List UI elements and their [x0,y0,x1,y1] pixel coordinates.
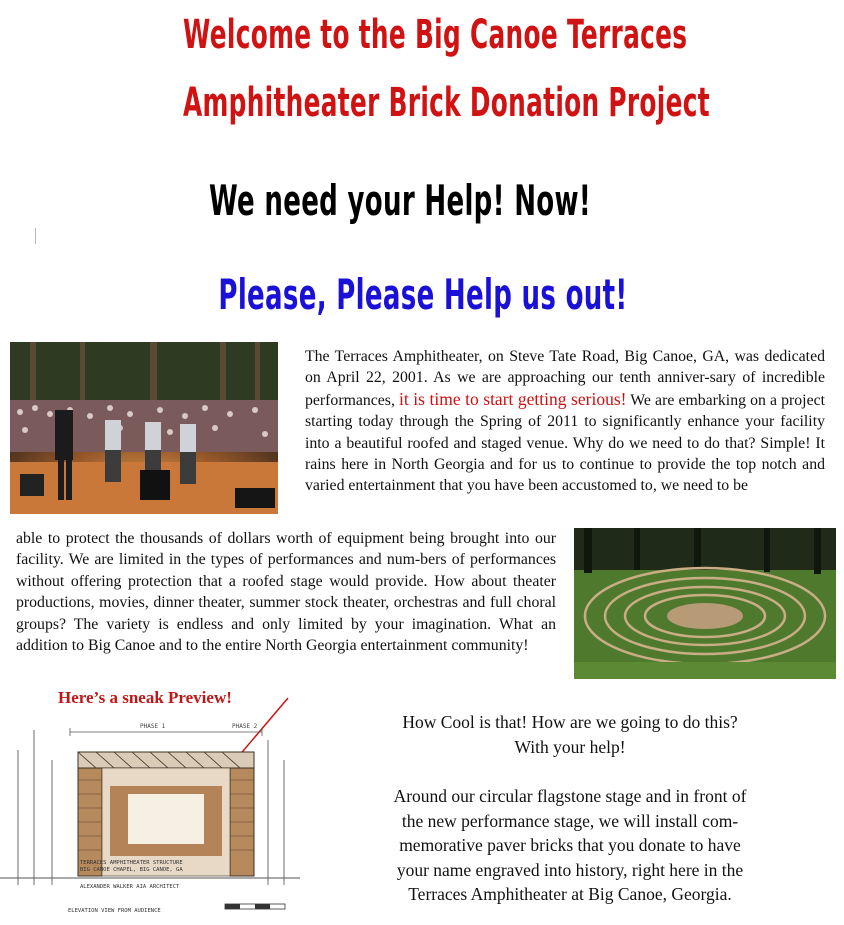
sketch-phase1: PHASE 1 [140,723,166,730]
sketch-caption-1: TERRACES AMPHITHEATER STRUCTURE [80,860,183,866]
closing-line-4: your name engraved into history, right here in the [396,859,744,880]
closing-block [340,784,800,907]
terraces-photo-image [574,528,836,679]
sketch-phase2: PHASE 2 [232,723,258,730]
concert-photo [10,342,278,514]
closing-line-2: the new performance stage, we will install com- [401,810,739,831]
subtitle: We need your Help! Now! [208,176,592,225]
sneak-preview-label: Here’s a sneak Preview! [58,688,232,707]
margin-mark [35,228,36,244]
closing-line-1: Around our circular flagstone stage and in front of [393,786,747,806]
how-cool-block [340,710,800,759]
sketch-caption-4: ELEVATION VIEW FROM AUDIENCE [68,908,161,914]
intro-paragraph [305,346,825,497]
intro-text-start: The Terraces Amphitheater, on Steve Tate Road, Big Canoe, GA, was dedicated on April 22, 2001. As we are approaching our tenth anniver-sary of incredible performances, [305,348,825,409]
closing-line-5: Terraces Amphitheater at Big Canoe, Georgia. [408,884,732,904]
closing-line-3: memorative paver bricks that you donate to have [399,835,741,855]
title-line-2: Amphitheater Brick Donation Project [183,80,710,126]
intro-text-end: We are embarking on a project starting today through the Spring of 2011 to significantly enhance your facility into a beautiful roofed and staged venue. Why do we need to do that? Simple! It rains here in North Georgia and for us to continue to provide the top notch and varied entertainment that you have been accustomed to, we need to be [305,391,825,495]
intro-highlight: it is time to start getting serious! [399,388,627,409]
sketch-caption-3: ALEXANDER WALKER AIA ARCHITECT [80,884,180,890]
plea-heading: Please, Please Help us out! [218,270,628,319]
sketch-caption-2: BIG CANOE CHAPEL, BIG CANOE, GA [80,867,183,873]
continuation-paragraph: able to protect the thousands of dollars worth of equipment being brought into our facility. We are limited in the types of performances and num-bers of performances without offering protection that a roofed stage would provide. How about theater productions, movies, dinner theater, summer stock theater, orchestras and full choral groups? The variety is endless and only limited by your imagination. What an addition to Big Canoe and to the entire North Georgia entertainment community! [16,530,556,655]
title-line-1: Welcome to the Big Canoe Terraces [183,12,688,58]
stage-sketch [0,690,300,920]
stage-sketch-drawing [0,690,300,920]
terraces-photo [574,528,836,679]
how-cool-line-1: How Cool is that! How are we going to do this? [402,712,738,732]
how-cool-line-2: With your help! [514,736,626,757]
concert-photo-image [10,342,278,514]
